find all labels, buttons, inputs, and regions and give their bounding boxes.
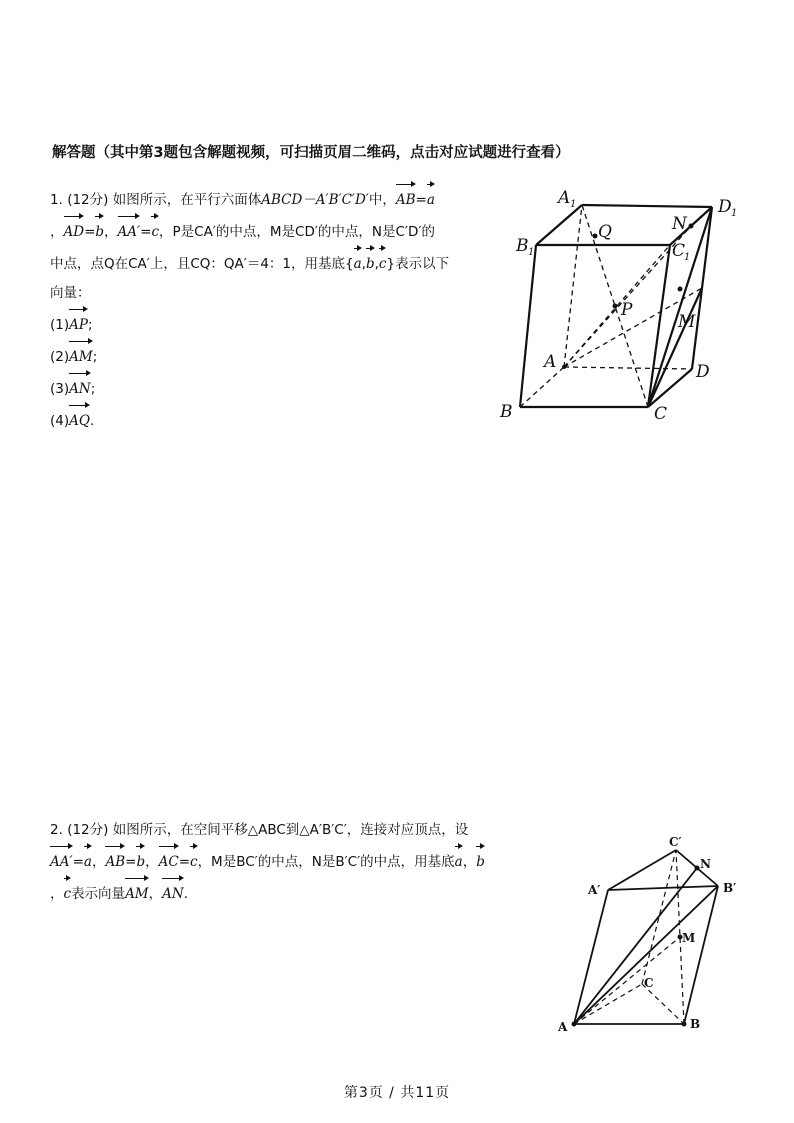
q1-solid: ABCD－A′B′C′D′ xyxy=(261,192,369,208)
q2-vec-an: AN xyxy=(162,877,184,909)
label-p: P xyxy=(621,300,633,320)
q1-part-3-label: (3) xyxy=(50,381,70,397)
q2-vec-am: AM xyxy=(125,877,149,909)
label-q: Q xyxy=(598,222,612,242)
q1-line-2 xyxy=(50,215,490,247)
q1-vec-aa: AA′ xyxy=(118,215,141,247)
label-a1-sub: 1 xyxy=(570,199,577,210)
q1-vec-ab: AB xyxy=(396,183,416,215)
q1-basis-b: b xyxy=(366,247,375,279)
label-c: C xyxy=(654,404,668,424)
q1-line-3-text: 中点，点Q在CA′上，且CQ：QA′＝4：1，用基底{ xyxy=(50,256,354,272)
q1-intro: 如图所示，在平行六面体 xyxy=(112,192,262,208)
q2-line-3-post: 表示向量 xyxy=(71,886,126,902)
label-c1-sub: 1 xyxy=(684,252,691,263)
q2-vec-c: c xyxy=(190,845,198,877)
q1-part-2 xyxy=(50,340,490,372)
q1-score: (12分) xyxy=(67,192,109,208)
point-n2 xyxy=(695,866,700,871)
q2-vec-ac: AC xyxy=(159,845,179,877)
point-p xyxy=(613,304,618,309)
q2-line-3 xyxy=(50,877,550,909)
q2-comma-4: ， xyxy=(148,886,163,902)
q1-part-4 xyxy=(50,404,490,436)
q1-number: 1. xyxy=(50,192,63,208)
q2-vec-b: b xyxy=(136,845,145,877)
prism-figure xyxy=(552,826,752,1041)
point-b2 xyxy=(682,1022,687,1027)
q2-vec-a: a xyxy=(84,845,92,877)
q2-end: . xyxy=(183,886,188,902)
q1-basis-c: c xyxy=(379,247,387,279)
label-m: M xyxy=(678,312,696,332)
q1-part-3-vec: AN xyxy=(69,372,91,404)
point-q xyxy=(593,234,598,239)
label-c1: C xyxy=(672,241,686,261)
q2-line-3-pre: ， xyxy=(50,886,64,902)
q1-part-2-label: (2) xyxy=(50,349,70,365)
section-heading: 解答题（其中第3题包含解题视频，可扫描页眉二维码，点击对应试题进行查看） xyxy=(52,145,570,161)
prism-hidden-edges xyxy=(574,850,684,1024)
parallelepiped-figure xyxy=(498,185,748,425)
q1-part-1 xyxy=(50,308,490,340)
q2-line-2: AA′=a，AB=b，AC=c，M是BC′的中点，N是B′C′的中点，用基底a，b xyxy=(50,845,550,877)
label-b1-sub: 1 xyxy=(528,247,535,258)
q1-eq-ad: = xyxy=(84,224,96,240)
q1-part-1-end: ; xyxy=(87,317,93,333)
q1-in: 中， xyxy=(368,192,396,208)
q1-sep: ， xyxy=(104,224,118,240)
q1-part-1-label: (1) xyxy=(50,317,70,333)
question-1 xyxy=(50,183,490,436)
q1-vec-a: a xyxy=(427,183,435,215)
q1-vec-c: c xyxy=(151,215,159,247)
q2-comma-3: ， xyxy=(462,854,477,870)
q1-vec-b: b xyxy=(95,215,104,247)
q2-vec-aa: AA′ xyxy=(50,845,73,877)
q2-comma-1: ， xyxy=(91,854,106,870)
label-b: B xyxy=(500,402,513,422)
label-n: N xyxy=(672,214,687,234)
q1-basis-close: }表示以下 xyxy=(386,256,450,272)
q1-line-3: 中点，点Q在CA′上，且CQ：QA′＝4：1，用基底{a,b,c}表示以下 xyxy=(50,247,490,279)
q1-vec-ad: AD xyxy=(64,215,85,247)
q1-comma: ， xyxy=(50,224,64,240)
q1-p-def: P是CA′的中点，M是CD′的中点，N是C′D′的 xyxy=(172,224,435,240)
q1-eq-aa: = xyxy=(140,224,152,240)
q1-part-1-vec: AP xyxy=(69,308,88,340)
q1-line-1 xyxy=(50,183,490,215)
q1-basis-a: a xyxy=(354,247,362,279)
q2-vec-ab: AB xyxy=(105,845,125,877)
label-a1: A xyxy=(558,188,571,208)
label-d: D xyxy=(696,362,710,382)
point-a2 xyxy=(572,1022,577,1027)
label2-c1: C′ xyxy=(669,835,682,849)
label2-c: C xyxy=(644,976,654,990)
q2-mid: ，M是BC′的中点，N是B′C′的中点，用基底 xyxy=(197,854,455,870)
label2-a1: A′ xyxy=(588,883,601,897)
label-d1: D xyxy=(718,197,732,217)
q1-part-3 xyxy=(50,372,490,404)
label2-b1: B′ xyxy=(723,881,737,895)
q2-score: (12分) xyxy=(67,822,109,838)
q2-basis-b: b xyxy=(476,845,485,877)
prism-solid-edges xyxy=(574,850,718,1024)
point-a xyxy=(562,365,566,369)
q1-line-4: 向量： xyxy=(50,285,91,301)
label-b1: B xyxy=(516,236,529,256)
page-footer: 第3页 / 共11页 xyxy=(343,1085,451,1101)
q2-intro: 如图所示，在空间平移△ABC到△A′B′C′，连接对应顶点，设 xyxy=(112,822,469,838)
point-n xyxy=(689,224,694,229)
q1-sep: ， xyxy=(159,224,173,240)
q1-part-4-end: . xyxy=(89,413,95,429)
label2-n: N xyxy=(700,857,711,871)
q2-number: 2. xyxy=(50,822,63,838)
label2-a: A xyxy=(558,1020,568,1034)
label-d1-sub: 1 xyxy=(731,208,738,219)
q1-eq-ab: = xyxy=(415,192,427,208)
point-m xyxy=(678,287,683,292)
q1-part-2-vec: AM xyxy=(69,340,93,372)
q1-part-4-vec: AQ xyxy=(69,404,90,436)
question-2 xyxy=(50,816,550,909)
q2-comma-2: ， xyxy=(145,854,159,870)
q2-basis-a: a xyxy=(455,845,463,877)
label-a: A xyxy=(544,352,557,372)
q1-part-3-end: ; xyxy=(90,381,96,397)
q2-basis-c: c xyxy=(64,877,72,909)
label2-b: B xyxy=(690,1017,701,1031)
q2-line-1 xyxy=(50,816,550,845)
q1-part-2-end: ; xyxy=(92,349,98,365)
label2-m: M xyxy=(682,931,696,945)
q1-part-4-label: (4) xyxy=(50,413,70,429)
